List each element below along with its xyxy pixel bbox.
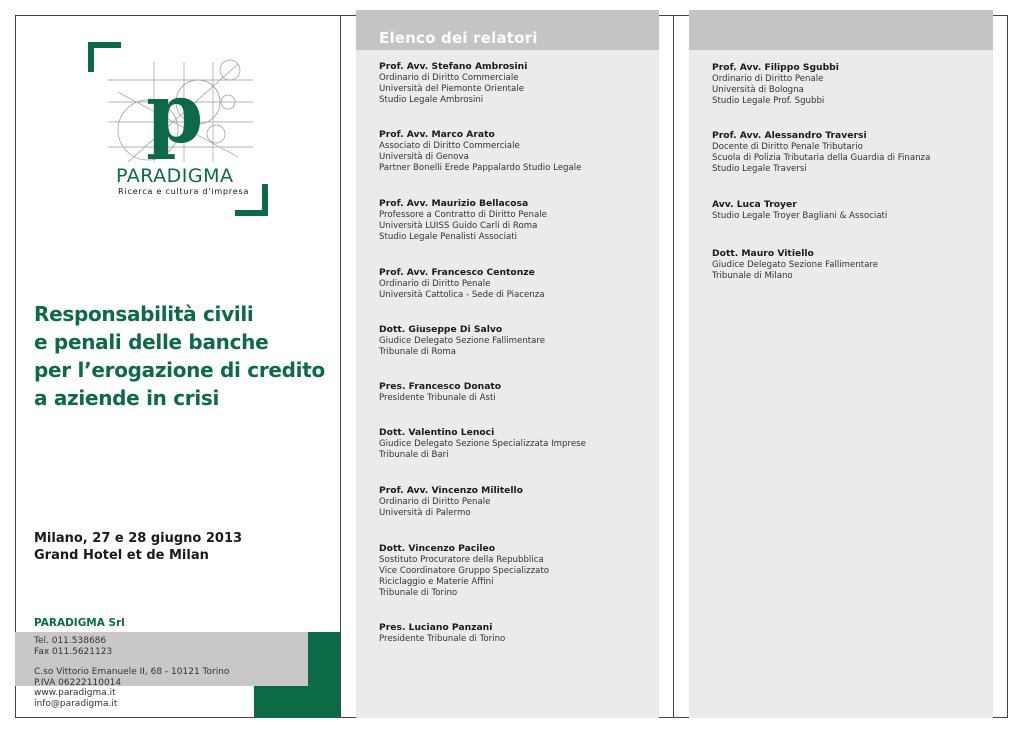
speaker-role: Sostituto Procuratore della Repubblica [379, 555, 544, 565]
speaker-entry [379, 198, 657, 243]
speaker-role: Ordinario di Diritto Penale [379, 497, 491, 507]
contact-info [34, 636, 229, 709]
speaker-name: Prof. Avv. Francesco Centonze [379, 267, 535, 278]
speaker-name: Prof. Avv. Stefano Ambrosini [379, 61, 528, 72]
speaker-name: Dott. Valentino Lenoci [379, 427, 495, 438]
speaker-name: Dott. Giuseppe Di Salvo [379, 324, 503, 335]
speaker-role: Università di Bologna [712, 85, 804, 95]
event-venue: Grand Hotel et de Milan [34, 548, 209, 563]
contact-email[interactable]: info@paradigma.it [34, 698, 118, 709]
speaker-role: Università Cattolica - Sede di Piacenza [379, 290, 545, 300]
speaker-entry [379, 61, 657, 106]
speaker-entry [379, 381, 657, 404]
speaker-name: Prof. Avv. Marco Arato [379, 129, 495, 140]
paradigma-logo [88, 42, 270, 218]
speaker-role: Giudice Delegato Sezione Fallimentare [379, 336, 546, 346]
speaker-role: Studio Legale Traversi [712, 164, 807, 174]
contact-piva: P.IVA 06222110014 [34, 677, 122, 688]
speaker-role: Giudice Delegato Sezione Specializzata Imprese [379, 439, 586, 449]
speaker-role: Professore a Contratto di Diritto Penale [379, 210, 547, 220]
speaker-entry [379, 324, 657, 358]
company-name: PARADIGMA Srl [34, 617, 125, 629]
decorative-green-block-bottom [254, 686, 308, 718]
speaker-role: Docente di Diritto Penale Tributario [712, 142, 863, 152]
speaker-name: Dott. Mauro Vitiello [712, 248, 814, 259]
speaker-role: Vice Coordinatore Gruppo Specializzato [379, 566, 550, 576]
logo-letter-p: p [146, 66, 204, 162]
speaker-role: Ordinario di Diritto Penale [379, 279, 491, 289]
speaker-role: Università di Genova [379, 152, 469, 162]
speaker-role: Giudice Delegato Sezione Fallimentare [712, 260, 879, 270]
brochure-title: Responsabilità civili e penali delle banche per l’erogazione di credito a aziende in crisi [34, 302, 325, 410]
speaker-entry [379, 427, 657, 461]
speakers-panel-header [356, 10, 659, 50]
speaker-role: Scuola di Polizia Tributaria della Guardia di Finanza [712, 153, 931, 163]
speakers-panel-right [689, 10, 993, 718]
speaker-entry [712, 62, 990, 107]
speaker-role: Presidente Tribunale di Asti [379, 393, 496, 403]
event-info [34, 530, 242, 564]
fold-line-2 [673, 15, 674, 718]
contact-address: C.so Vittorio Emanuele II, 68 - 10121 Torino [34, 667, 230, 677]
speaker-role: Ordinario di Diritto Commerciale [379, 73, 519, 83]
speaker-role: Tribunale di Torino [379, 588, 458, 598]
contact-fax: Fax 011.5621123 [34, 646, 113, 657]
speaker-name: Pres. Luciano Panzani [379, 622, 493, 633]
speaker-role: Università di Palermo [379, 508, 471, 518]
speaker-role: Università LUISS Guido Carli di Roma [379, 221, 538, 231]
logo-brand-name: PARADIGMA [116, 165, 234, 187]
speaker-role: Partner Bonelli Erede Pappalardo Studio Legale [379, 163, 582, 173]
fold-line-1 [340, 15, 341, 718]
speakers-panel-left [356, 10, 659, 718]
speaker-name: Prof. Avv. Maurizio Bellacosa [379, 198, 529, 209]
speaker-entry [712, 199, 990, 222]
speaker-entry [379, 485, 657, 519]
speaker-role: Tribunale di Milano [712, 271, 793, 281]
speaker-name: Prof. Avv. Alessandro Traversi [712, 130, 867, 141]
speaker-name: Avv. Luca Troyer [712, 199, 797, 210]
speakers-panel-header-right [689, 10, 993, 50]
event-date: Milano, 27 e 28 giugno 2013 [34, 531, 243, 546]
speaker-role: Tribunale di Roma [379, 347, 456, 357]
speakers-section-title: Elenco dei relatori [379, 29, 538, 47]
contact-tel: Tel. 011.538686 [34, 636, 107, 646]
speaker-role: Studio Legale Prof. Sgubbi [712, 96, 825, 106]
speaker-role: Associato di Diritto Commerciale [379, 141, 520, 151]
speaker-entry [712, 248, 990, 282]
speaker-role: Studio Legale Troyer Bagliani & Associati [712, 211, 888, 221]
speaker-role: Ordinario di Diritto Penale [712, 74, 824, 84]
speaker-name: Prof. Avv. Filippo Sgubbi [712, 62, 839, 73]
speaker-role: Studio Legale Penalisti Associati [379, 232, 517, 242]
speaker-name: Pres. Francesco Donato [379, 381, 502, 392]
speaker-role: Tribunale di Bari [379, 450, 449, 460]
speaker-entry [379, 622, 657, 645]
speaker-role: Università del Piemonte Orientale [379, 84, 524, 94]
speaker-entry [379, 129, 657, 174]
speaker-role: Riciclaggio e Materie Affini [379, 577, 494, 587]
speaker-name: Prof. Avv. Vincenzo Militello [379, 485, 523, 496]
decorative-green-block [308, 632, 340, 718]
logo-tagline: Ricerca e cultura d'impresa [118, 186, 250, 196]
speaker-entry [712, 130, 990, 175]
speaker-role: Presidente Tribunale di Torino [379, 634, 506, 644]
speaker-role: Studio Legale Ambrosini [379, 95, 484, 105]
speaker-entry [379, 267, 657, 301]
speaker-entry [379, 543, 657, 599]
contact-website[interactable]: www.paradigma.it [34, 688, 116, 698]
speaker-name: Dott. Vincenzo Pacileo [379, 543, 496, 554]
